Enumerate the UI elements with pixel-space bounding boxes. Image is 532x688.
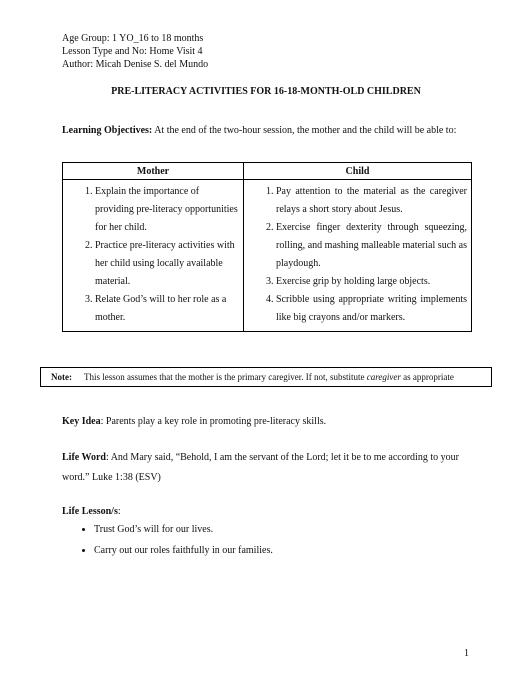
life-word-label: Life Word bbox=[62, 452, 106, 463]
mother-objectives-list bbox=[63, 183, 239, 327]
lesson-type-line: Lesson Type and No: Home Visit 4 bbox=[62, 46, 203, 57]
life-lessons-list bbox=[62, 519, 474, 561]
author-line: Author: Micah Denise S. del Mundo bbox=[62, 59, 209, 70]
mother-objective: 1. Explain the importance of providing pre-literacy opportunities for her child. bbox=[95, 183, 239, 237]
age-group-line: Age Group: 1 YO_16 to 18 months bbox=[62, 33, 204, 44]
child-objective: 4. Scribble using appropriate writing implements like big crayons and/or markers. bbox=[276, 291, 467, 327]
document-header bbox=[62, 32, 208, 71]
mother-objective: 3. Relate God’s will to her role as a mother. bbox=[95, 291, 239, 327]
child-column-header: Child bbox=[244, 163, 472, 180]
page-number: 1 bbox=[464, 648, 469, 659]
note-emphasis: caregiver bbox=[366, 372, 401, 382]
life-lessons-label: Life Lesson/s bbox=[62, 506, 118, 517]
key-idea-label: Key Idea bbox=[62, 416, 101, 427]
page-title: PRE-LITERACY ACTIVITIES FOR 16-18-MONTH-OLD CHILDREN bbox=[111, 86, 421, 97]
child-objectives-list bbox=[244, 183, 467, 327]
note-box bbox=[40, 367, 492, 387]
key-idea bbox=[62, 412, 472, 432]
child-objectives-cell bbox=[244, 180, 472, 332]
learning-objectives-label: Learning Objectives: bbox=[62, 125, 153, 136]
life-word bbox=[62, 448, 472, 488]
life-word-text: : And Mary said, “Behold, I am the servant of the Lord; let it be to me according to your word.” Luke 1:38 (ESV) bbox=[62, 452, 459, 483]
life-lesson-item: • Trust God’s will for our lives. bbox=[94, 519, 474, 540]
life-lesson-item: • Carry out our roles faithfully in our families. bbox=[94, 540, 474, 561]
note-text-before: This lesson assumes that the mother is the primary caregiver. If not, substitute bbox=[84, 372, 367, 382]
objectives-table bbox=[62, 162, 472, 332]
child-objective: 2. Exercise finger dexterity through squeezing, rolling, and mashing malleable material such as playdough. bbox=[276, 219, 467, 273]
child-objective: 1. Pay attention to the material as the caregiver relays a short story about Jesus. bbox=[276, 183, 467, 219]
key-idea-text: : Parents play a key role in promoting pre-literacy skills. bbox=[100, 416, 327, 427]
mother-objective: 2. Practice pre-literacy activities with her child using locally available material. bbox=[95, 237, 239, 291]
child-objective: 3. Exercise grip by holding large objects. bbox=[276, 273, 467, 291]
mother-objectives-cell bbox=[63, 180, 244, 332]
note-label: Note: bbox=[51, 372, 72, 382]
life-lessons-suffix: : bbox=[117, 506, 121, 517]
mother-column-header: Mother bbox=[63, 163, 244, 180]
learning-objectives bbox=[62, 122, 472, 139]
note-text-after: as appropriate bbox=[400, 372, 454, 382]
learning-objectives-text: At the end of the two-hour session, the mother and the child will be able to: bbox=[152, 125, 457, 136]
